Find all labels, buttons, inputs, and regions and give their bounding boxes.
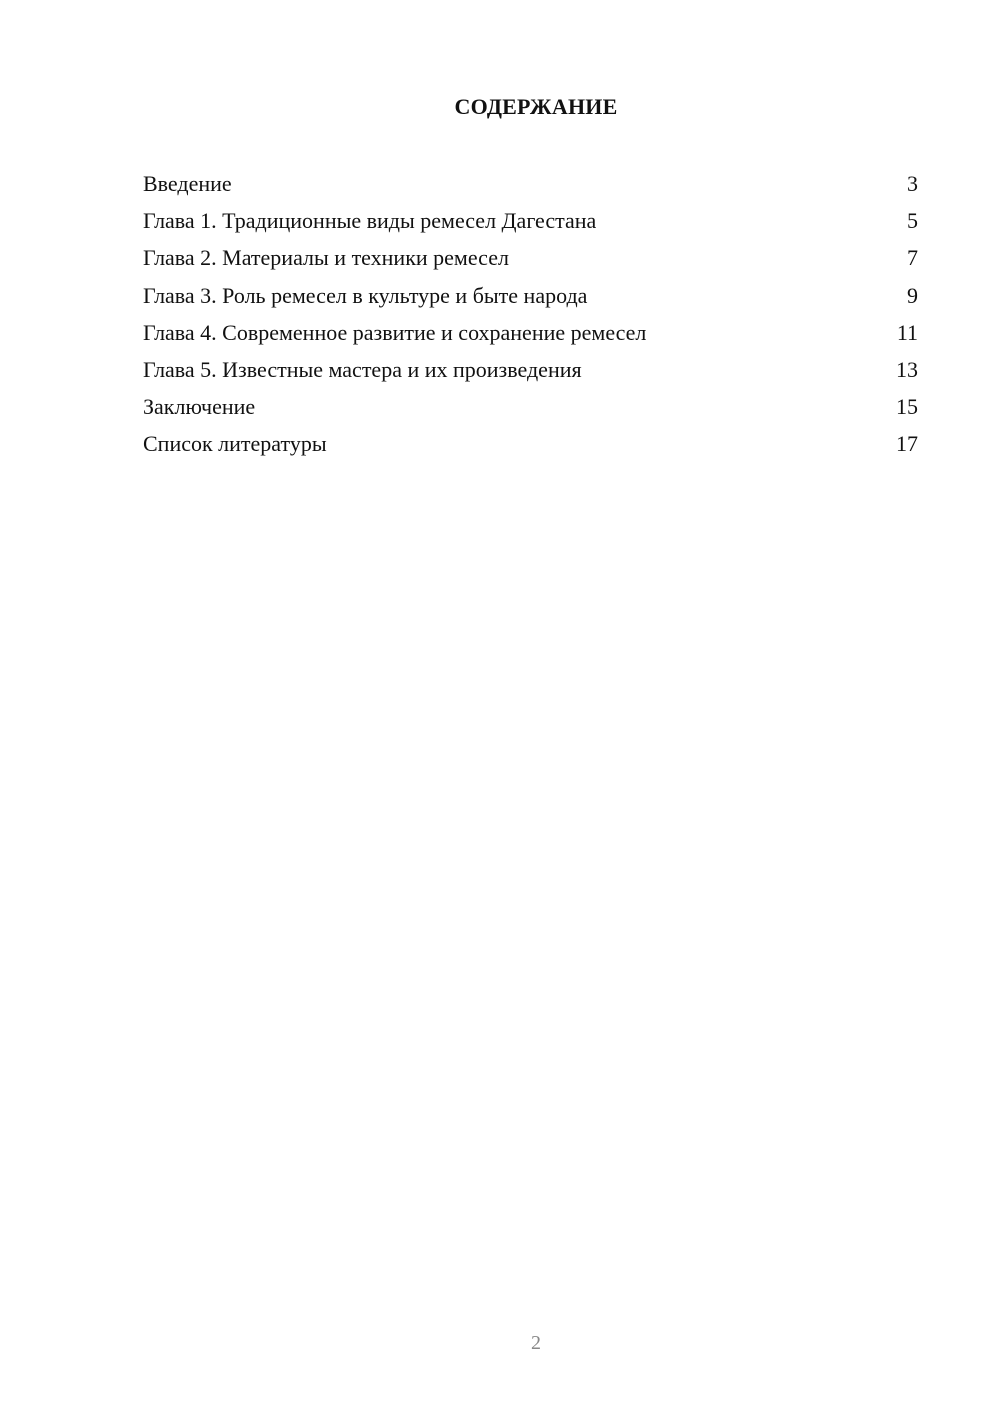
toc-entry-label: Глава 4. Современное развитие и сохранение ремесел bbox=[143, 319, 647, 345]
toc-entry-label: Глава 2. Материалы и техники ремесел bbox=[143, 245, 509, 271]
toc-title: СОДЕРЖАНИЕ bbox=[454, 94, 618, 119]
toc-entry bbox=[143, 351, 918, 388]
toc-entry-label: Глава 3. Роль ремесел в культуре и быте народа bbox=[143, 282, 588, 308]
toc-entry-page: 5 bbox=[907, 208, 918, 234]
toc-entry-label: Глава 1. Традиционные виды ремесел Дагестана bbox=[143, 208, 597, 234]
toc-entry bbox=[143, 314, 918, 351]
table-of-contents bbox=[143, 165, 918, 463]
toc-entry-label: Список литературы bbox=[143, 431, 327, 457]
page-number: 2 bbox=[531, 1332, 541, 1354]
toc-entry-label: Введение bbox=[143, 171, 232, 196]
toc-entry-page: 13 bbox=[896, 356, 918, 382]
toc-entry bbox=[143, 165, 918, 202]
toc-entry-page: 9 bbox=[907, 282, 918, 308]
toc-entry-page: 15 bbox=[896, 394, 918, 420]
toc-entry-page: 17 bbox=[896, 431, 918, 457]
toc-entry-page: 11 bbox=[896, 319, 918, 345]
toc-entry-page: 7 bbox=[907, 245, 918, 271]
toc-entry bbox=[143, 425, 918, 462]
toc-entry bbox=[143, 388, 918, 425]
toc-entry-label: Глава 5. Известные мастера и их произведения bbox=[143, 356, 582, 382]
toc-entry-label: Заключение bbox=[143, 394, 256, 420]
toc-entry-page: 3 bbox=[907, 171, 918, 196]
toc-entry bbox=[143, 239, 918, 276]
toc-entry bbox=[143, 277, 918, 314]
toc-entry bbox=[143, 202, 918, 239]
